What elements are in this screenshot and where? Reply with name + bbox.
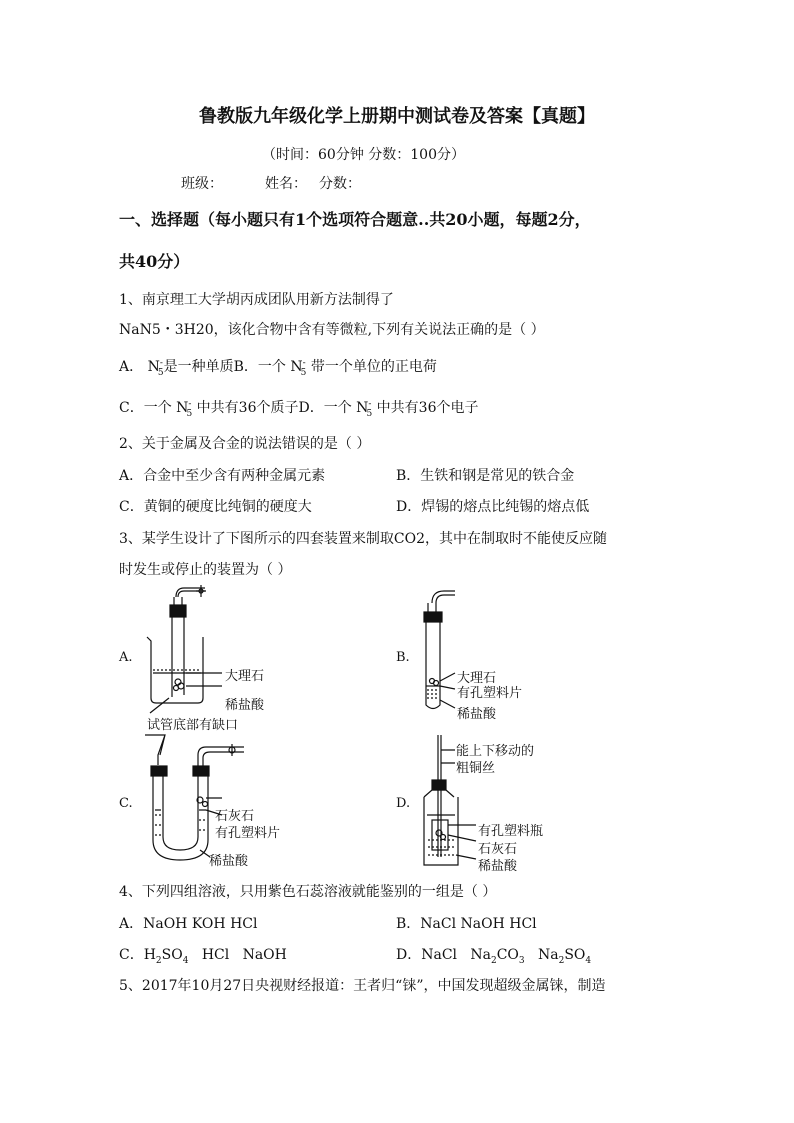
apparatus-c-utube: [145, 735, 244, 860]
figure-c-label-2: 有孔塑料片: [215, 826, 281, 841]
figure-d-label-2: 粗铜丝: [456, 761, 496, 776]
q2-option-a: A．合金中至少含有两种金属元素: [119, 468, 326, 484]
name-label: 姓名：: [265, 176, 307, 192]
q1-b-prefix: B．一个: [233, 359, 286, 375]
azide-ion: $N^-_5$: [356, 399, 373, 419]
q1-d-prefix: D．一个: [298, 400, 352, 416]
q1-c-prefix: C．一个: [119, 400, 172, 416]
q2-option-b: B．生铁和钢是常见的铁合金: [396, 468, 575, 484]
class-label: 班级：: [181, 176, 223, 192]
figure-c-label-3: 稀盐酸: [209, 854, 249, 869]
apparatus-figure: [0, 585, 794, 875]
q3-stem-2: 时发生或停止的装置为（ ）: [119, 562, 292, 578]
q1-c-text: 中共有36个质子: [196, 400, 299, 416]
q5-stem: 5、2017年10月27日央视财经报道：王者归“铼”，中国发现超级金属铼，制造: [119, 978, 606, 994]
q2-option-d: D．焊锡的熔点比纯锡的熔点低: [396, 499, 590, 515]
q2-stem: 2、关于金属及合金的说法错误的是（ ）: [119, 436, 371, 452]
score-label: 分数：: [319, 176, 361, 192]
q1-d-text: 中共有36个电子: [376, 400, 479, 416]
figure-d-label-5: 稀盐酸: [478, 859, 518, 874]
figure-c-label-1: 石灰石: [215, 809, 255, 824]
figure-c-letter: C.: [119, 796, 133, 811]
q4-option-a: A．NaOH KOH HCl: [119, 916, 258, 932]
azide-ion: $N^-_5$: [176, 399, 193, 419]
azide-ion: $N^-_5$: [290, 358, 307, 378]
q1-a-prefix: A．: [119, 359, 144, 375]
section-heading-cont: 共40分）: [119, 252, 190, 271]
figure-b-label-2: 有孔塑料片: [457, 686, 523, 701]
figure-a-label-1: 大理石: [225, 669, 265, 684]
section-heading: 一、选择题（每小题只有1个选项符合题意..共20小题，每题2分，: [119, 210, 591, 229]
apparatus-a-beaker: [147, 585, 222, 713]
figure-d-label-3: 有孔塑料瓶: [478, 824, 544, 839]
q4-option-d: D．NaCl $Na_2CO_3$ $Na_2SO_4$: [396, 947, 592, 966]
figure-b-label-3: 稀盐酸: [457, 707, 497, 722]
figure-d-label-4: 石灰石: [478, 842, 518, 857]
figure-a-letter: A.: [119, 650, 133, 665]
q1-b-text: 带一个单位的正电荷: [310, 359, 437, 375]
q1-stem-2: NaN5・3H20，该化合物中含有等微粒,下列有关说法正确的是（ ）: [119, 322, 545, 338]
q4-option-b: B．NaCl NaOH HCl: [396, 916, 537, 932]
q1-a-text: 是一种单质: [163, 359, 234, 375]
q4-option-c: C．$H_2SO_4$ HCl NaOH: [119, 947, 287, 966]
page-title: 鲁教版九年级化学上册期中测试卷及答案【真题】: [199, 106, 595, 127]
q1-options-cd: [119, 399, 478, 417]
q1-options-ab: [119, 358, 437, 376]
figure-d-label-1: 能上下移动的: [456, 744, 535, 759]
azide-ion: $N^-_5$: [147, 358, 164, 378]
figure-a-label-2: 稀盐酸: [225, 698, 265, 713]
q4-stem: 4、下列四组溶液，只用紫色石蕊溶液就能鉴别的一组是（ ）: [119, 884, 497, 900]
q2-option-c: C．黄铜的硬度比纯铜的硬度大: [119, 499, 312, 515]
figure-d-letter: D.: [396, 796, 411, 811]
figure-b-letter: B.: [396, 650, 410, 665]
figure-a-label-3: 试管底部有缺口: [147, 718, 239, 733]
figure-b-label-1: 大理石: [457, 671, 497, 686]
q1-stem-1: 1、南京理工大学胡丙成团队用新方法制得了: [119, 292, 394, 308]
class-line: [181, 175, 361, 193]
apparatus-b-tube: [424, 591, 455, 709]
q3-stem-1: 3、某学生设计了下图所示的四套装置来制取CO2，其中在制取时不能使反应随: [119, 531, 608, 547]
time-score: （时间：60分钟 分数：100分）: [262, 147, 465, 163]
